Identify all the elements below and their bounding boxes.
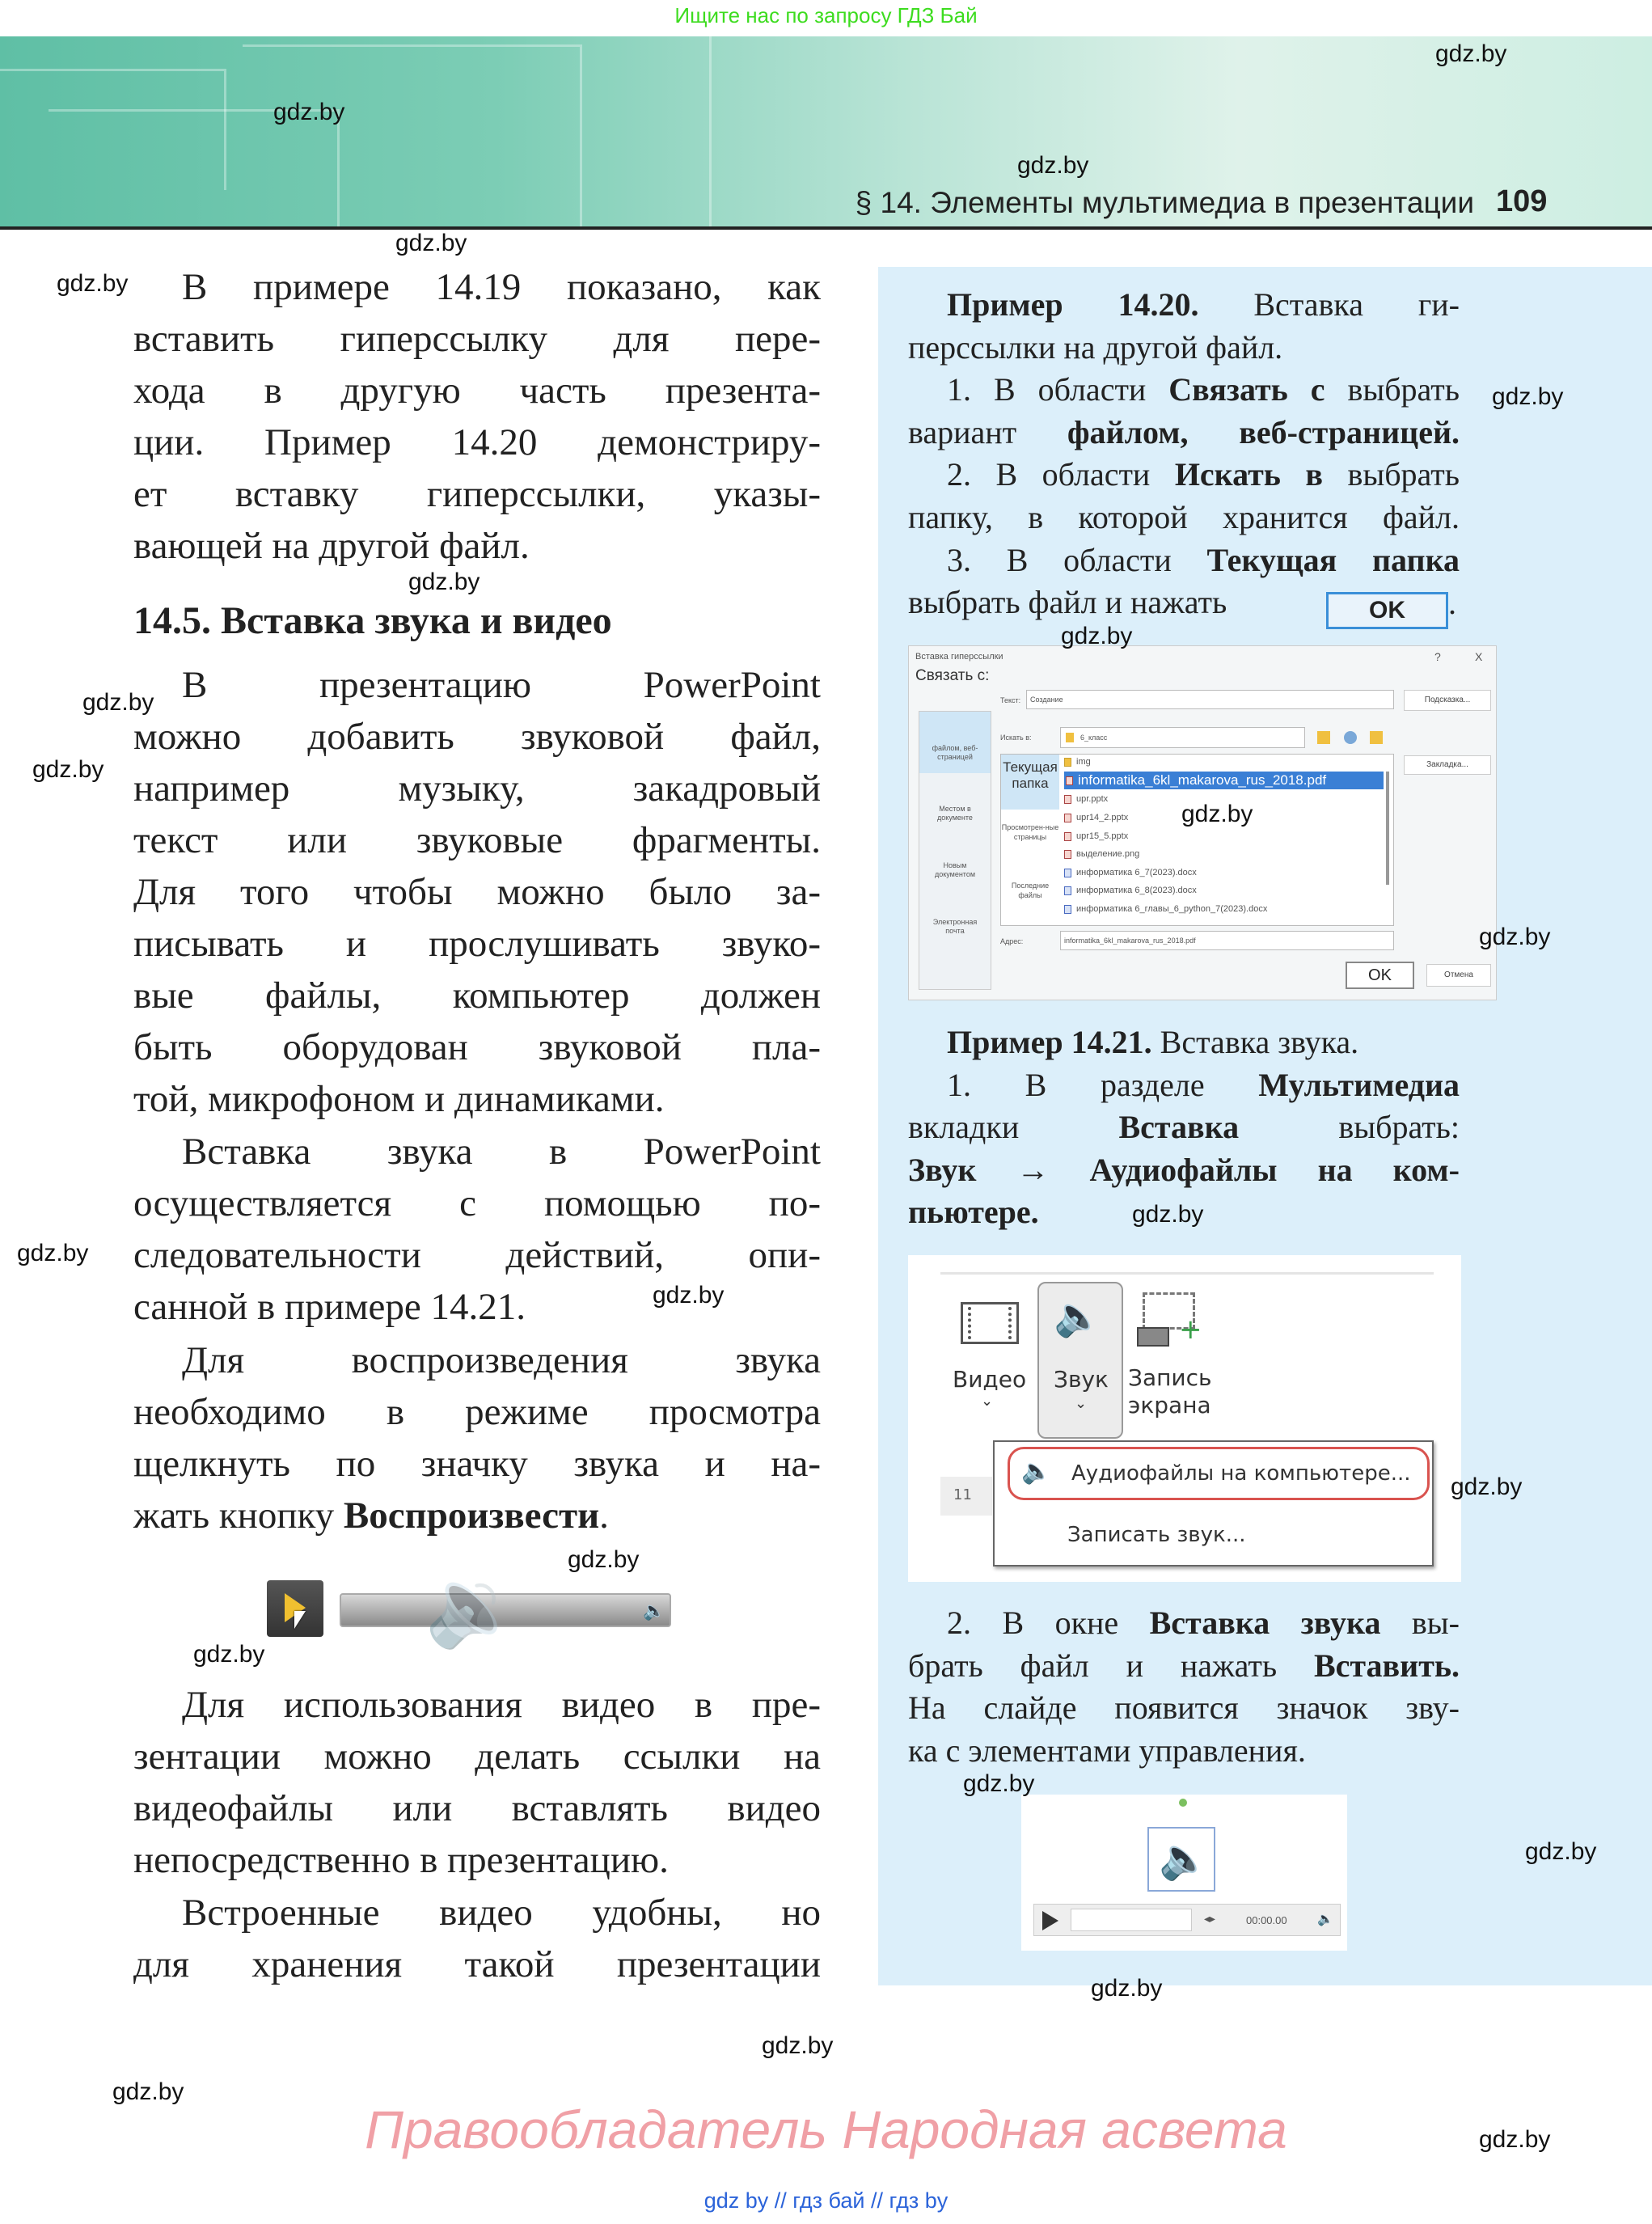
text-segment: санной в примере 14.21.: [133, 1286, 526, 1328]
text-segment: хода в другую часть презента-: [133, 370, 821, 412]
bottom-links[interactable]: gdz by // гдз бай // гдз by: [703, 2188, 949, 2213]
text-segment: ка с элементами управления.: [908, 1731, 1306, 1769]
play-button[interactable]: [267, 1580, 323, 1637]
text-segment: перссылки на другой файл.: [908, 328, 1283, 366]
play-icon[interactable]: [1042, 1911, 1058, 1930]
text-line: [908, 1021, 1460, 1064]
watermark: gdz.by: [1435, 40, 1507, 67]
file-item[interactable]: [1064, 831, 1128, 842]
text-segment: текст или звуковые фрагменты.: [133, 819, 821, 861]
speaker-icon: 🔈: [1054, 1294, 1102, 1339]
file-name: выделение.png: [1076, 849, 1140, 859]
seek-icons[interactable]: ◂▸: [1204, 1913, 1216, 1926]
watermark: gdz.by: [1479, 924, 1551, 950]
text-line: [133, 1679, 821, 1731]
sound-player-image: [263, 1561, 675, 1651]
text-segment: На слайде появится значок зву-: [908, 1689, 1460, 1727]
text-line: [133, 1386, 821, 1438]
look-in-select[interactable]: [1060, 727, 1305, 748]
file-name: upr.pptx: [1076, 794, 1109, 804]
bold-term: Мультимедиа: [1258, 1066, 1460, 1103]
paragraph-playback: [133, 1334, 821, 1541]
address-label: Адрес:: [1000, 937, 1024, 945]
text-line: [908, 1645, 1460, 1688]
bookmark-button[interactable]: Закладка...: [1404, 755, 1491, 775]
text-segment: выбрать файл и нажать: [908, 584, 1227, 621]
menu-item-record-sound[interactable]: Записать звук...: [1067, 1523, 1246, 1547]
text-line: [908, 497, 1460, 539]
watermark: gdz.by: [1061, 623, 1133, 649]
file-item[interactable]: [1064, 793, 1108, 805]
text-segment: необходимо в режиме просмотра: [133, 1391, 821, 1433]
text-line: [908, 1687, 1460, 1730]
folder-icon: [1064, 758, 1071, 767]
bold-term: Искать в: [1174, 456, 1323, 493]
nav-email-label[interactable]: Электронная почта: [932, 918, 978, 935]
text-segment: вариант: [908, 413, 1067, 450]
cursor-icon: [294, 1611, 306, 1629]
help-button[interactable]: ?: [1434, 650, 1441, 663]
file-icon: [1064, 814, 1071, 822]
text-segment: осуществляется с помощью по-: [133, 1182, 821, 1224]
address-input[interactable]: [1060, 931, 1394, 950]
text-line: [133, 1939, 821, 1990]
sound-button[interactable]: [1037, 1282, 1123, 1439]
file-name: img: [1076, 757, 1091, 767]
watermark: gdz.by: [963, 1770, 1035, 1797]
watermark: gdz.by: [395, 230, 467, 256]
text-line: [908, 1106, 1460, 1149]
watermark: gdz.by: [1017, 152, 1089, 179]
section-heading: 14.5. Вставка звука и видео: [133, 599, 612, 642]
text-segment: Вставка ги-: [1198, 286, 1460, 323]
text-segment: непосредственно в презентацию.: [133, 1839, 669, 1881]
text-line: [133, 659, 821, 711]
text-segment: Вставка звука в PowerPoint: [182, 1131, 821, 1173]
video-icon: [961, 1302, 1019, 1344]
text-segment: ции. Пример 14.20 демонстриру-: [133, 421, 821, 463]
text-segment: 3. В области: [947, 541, 1207, 578]
text-segment: зентации можно делать ссылки на: [133, 1736, 821, 1778]
look-in-label: Искать в:: [1000, 734, 1032, 742]
step-2: [908, 1602, 1460, 1772]
text-segment: щелкнуть по значку звука и на-: [133, 1443, 821, 1485]
text-line: [133, 763, 821, 814]
sound-label: Звук: [1054, 1366, 1109, 1393]
ribbon-screenshot: [908, 1255, 1461, 1582]
sound-dropdown-menu: [993, 1440, 1434, 1567]
watermark: gdz.by: [273, 99, 345, 125]
text-line: [133, 1490, 821, 1541]
text-line: [133, 711, 821, 763]
text-line: [133, 313, 821, 365]
dialog-title: Вставка гиперссылки: [915, 652, 1003, 662]
ruler-mark: 11: [953, 1486, 972, 1503]
text-line: [908, 412, 1460, 455]
text-segment: выбрать: [1322, 456, 1460, 493]
paragraph-sound: [133, 659, 821, 1125]
text-segment: В презентацию PowerPoint: [182, 664, 821, 706]
folder-up-icon[interactable]: [1317, 731, 1330, 744]
text-input[interactable]: [1026, 690, 1394, 709]
text-segment: для хранения такой презентации: [133, 1943, 821, 1985]
file-item[interactable]: [1064, 867, 1197, 878]
text-segment: можно добавить звуковой файл,: [133, 716, 821, 758]
rotate-handle[interactable]: [1179, 1799, 1187, 1807]
text-line: [908, 1064, 1460, 1107]
camera-icon: [1137, 1327, 1169, 1347]
file-name: информатика 6_7(2023).docx: [1076, 868, 1197, 877]
bold-term: Воспроизвести: [343, 1495, 600, 1537]
file-name: информатика 6_8(2023).docx: [1076, 886, 1197, 895]
folder-icon: [1066, 733, 1074, 742]
text-segment: вые файлы, компьютер должен: [133, 975, 821, 1017]
bold-term: пьютере.: [908, 1194, 1039, 1231]
watermark: gdz.by: [1091, 1975, 1163, 2002]
bold-term: Вставка звука: [1149, 1605, 1381, 1641]
bold-term: Пример 14.20.: [947, 286, 1199, 323]
text-line: [133, 1229, 821, 1281]
text-segment: В примере 14.19 показано, как: [182, 266, 821, 308]
text-line: [133, 365, 821, 416]
address-value: informatika_6kl_makarova_rus_2018.pdf: [1064, 937, 1196, 945]
text-segment: писывать и прослушивать звуко-: [133, 923, 821, 965]
text-segment: 1. В разделе: [947, 1066, 1259, 1103]
bold-term: файлом, веб-страницей.: [1067, 413, 1460, 450]
faded-speaker-icon: 🔉: [425, 1561, 522, 1651]
watermark: gdz.by: [1181, 801, 1253, 827]
text-segment: выбрать:: [1239, 1109, 1460, 1146]
text-segment: быть оборудован звуковой пла-: [133, 1026, 821, 1068]
text-segment: вкладки: [908, 1109, 1119, 1146]
file-icon: [1064, 795, 1071, 804]
speaker-icon: 🔈: [1021, 1457, 1052, 1486]
ribbon-top-line: [940, 1272, 1434, 1275]
text-segment: брать файл и нажать: [908, 1647, 1314, 1684]
text-segment: 1. В области: [947, 371, 1169, 408]
paragraph-intro: [133, 261, 821, 572]
audio-files-label: Аудиофайлы на компьютере...: [1071, 1461, 1411, 1486]
nav-file-label: файлом, веб-страницей: [932, 744, 978, 761]
volume-icon[interactable]: 🔈: [1317, 1913, 1333, 1926]
hint-button[interactable]: Подсказка...: [1404, 690, 1491, 711]
file-name: upr15_5.pptx: [1076, 831, 1129, 841]
text-segment: ет вставку гиперссылки, указы-: [133, 473, 821, 515]
watermark: gdz.by: [1525, 1838, 1597, 1865]
text-line: [908, 1149, 1460, 1192]
text-line: [133, 1178, 821, 1229]
page-number: 109: [1496, 184, 1548, 218]
text-segment: видеофайлы или вставлять видео: [133, 1787, 821, 1829]
look-in-value: 6_класс: [1080, 734, 1108, 742]
text-line: [133, 1731, 821, 1782]
file-item[interactable]: [1064, 848, 1139, 860]
text-line: [133, 1834, 821, 1886]
screen-record-label[interactable]: [1128, 1364, 1212, 1419]
nav-place-label[interactable]: Местом в документе: [937, 805, 973, 822]
text-segment: Вставка звука.: [1151, 1024, 1359, 1060]
text-line: [908, 539, 1460, 582]
text-line: [133, 1126, 821, 1178]
bold-term: Пример 14.21.: [947, 1024, 1152, 1060]
watermark: gdz.by: [1451, 1474, 1523, 1500]
top-search-note: Ищите нас по запросу ГДЗ Бай: [674, 3, 978, 27]
file-icon: [1064, 905, 1071, 914]
watermark: gdz.by: [82, 689, 154, 716]
text-segment: Для того чтобы можно было за-: [133, 871, 821, 913]
audio-control-screenshot: [1021, 1795, 1347, 1951]
paragraph-video: [133, 1679, 821, 1886]
text-segment: вставить гиперссылку для пере-: [133, 318, 821, 360]
speaker-icon: 🔈: [1159, 1835, 1210, 1882]
recent-files-tab[interactable]: Последние файлы: [1011, 882, 1050, 899]
watermark: gdz.by: [408, 569, 480, 595]
text-segment: .: [599, 1495, 609, 1537]
example-14-20: [908, 284, 1460, 624]
text-line: [908, 1602, 1460, 1645]
file-icon: [1064, 850, 1071, 859]
text-line: [133, 1021, 821, 1073]
text-segment: 2. В области: [947, 456, 1175, 493]
sound-icon-selection[interactable]: [1147, 1827, 1215, 1892]
scrollbar[interactable]: [1386, 772, 1389, 885]
file-icon: [1066, 776, 1073, 785]
chevron-down-icon: ⌄: [1075, 1395, 1088, 1412]
text-segment: следовательности действий, опи-: [133, 1234, 821, 1276]
chevron-down-icon: ⌄: [981, 1393, 994, 1410]
text-line: [133, 1073, 821, 1125]
watermark: gdz.by: [1492, 383, 1564, 410]
header-rule: [0, 226, 1652, 230]
text-line: [133, 1887, 821, 1939]
text-line: [133, 1334, 821, 1386]
speaker-icon: 🔈: [643, 1601, 665, 1621]
ok-label: OK: [1326, 592, 1448, 629]
file-icon: [1064, 886, 1071, 895]
text-line: [133, 261, 821, 313]
browse-folder-icon[interactable]: [1370, 731, 1383, 744]
file-name: informatika_6kl_makarova_rus_2018.pdf: [1078, 772, 1327, 788]
text-line: [133, 970, 821, 1021]
watermark: gdz.by: [193, 1641, 265, 1668]
watermark: gdz.by: [653, 1282, 725, 1309]
file-item[interactable]: [1064, 756, 1091, 767]
file-item[interactable]: [1064, 812, 1128, 823]
plus-icon: +: [1179, 1313, 1202, 1346]
nav-item-file-selected[interactable]: [919, 712, 991, 773]
ok-button-illustration: OK .: [1326, 584, 1456, 629]
link-type-nav: [919, 711, 991, 990]
screen-record-line2: экрана: [1128, 1392, 1211, 1419]
close-button[interactable]: X: [1475, 650, 1483, 663]
menu-item-audio-files[interactable]: [1008, 1447, 1430, 1500]
watermark: gdz.by: [1479, 2126, 1551, 2153]
web-search-icon[interactable]: [1344, 731, 1357, 744]
ok-button[interactable]: OK: [1346, 962, 1414, 989]
text-line: [133, 416, 821, 468]
file-name: информатика 6_главы_6_python_7(2023).docx: [1076, 904, 1268, 914]
text-line: [908, 1730, 1460, 1773]
file-icon: [1064, 869, 1071, 877]
text-line: [133, 814, 821, 866]
text-line: [133, 468, 821, 520]
text-line: [133, 1782, 821, 1834]
video-label[interactable]: Видео: [953, 1366, 1027, 1393]
watermark: gdz.by: [1132, 1201, 1204, 1228]
text-segment: 2. В окне: [947, 1605, 1150, 1641]
cancel-button[interactable]: Отмена: [1426, 964, 1491, 987]
file-item-selected[interactable]: [1064, 772, 1384, 789]
section-title: § 14. Элементы мультимедиа в презентации: [855, 186, 1474, 219]
link-to-label: Связать с:: [915, 667, 990, 684]
bold-term: Связать с: [1168, 371, 1325, 408]
text-segment: той, микрофоном и динамиками.: [133, 1078, 665, 1120]
watermark: gdz.by: [32, 756, 104, 783]
browsed-pages-tab[interactable]: Просмотрен-ные страницы: [1001, 823, 1059, 841]
screen-record-line1: Запись: [1128, 1364, 1212, 1391]
text-segment: Для использования видео в пре-: [182, 1684, 821, 1726]
text-segment: Встроенные видео удобны, но: [182, 1892, 821, 1934]
text-segment: выбрать: [1325, 371, 1460, 408]
watermark: gdz.by: [568, 1546, 640, 1573]
bold-term: Вставить.: [1313, 1647, 1460, 1684]
watermark: gdz.by: [57, 270, 129, 297]
watermark: gdz.by: [762, 2032, 834, 2059]
text-segment: вающей на другой файл.: [133, 525, 530, 567]
paragraph-embedded-video: [133, 1887, 821, 1990]
text-line: [133, 520, 821, 572]
progress-track[interactable]: [1071, 1909, 1192, 1931]
text-line: [133, 866, 821, 918]
text-line: [908, 369, 1460, 412]
text-line: [908, 284, 1460, 327]
bold-term: Звук → Аудиофайлы на ком-: [908, 1151, 1460, 1188]
text-label: Текст:: [1000, 696, 1021, 704]
watermark: gdz.by: [17, 1240, 89, 1266]
bold-term: Вставка: [1118, 1109, 1240, 1146]
file-icon: [1064, 832, 1071, 841]
copyright-footer: Правообладатель Народная асвета: [365, 2099, 1287, 2159]
ruler: [940, 1477, 992, 1516]
bold-term: Текущая папка: [1206, 541, 1460, 578]
text-segment: например музыку, закадровый: [133, 767, 821, 810]
file-item[interactable]: [1064, 903, 1267, 915]
text-segment: вы-: [1380, 1605, 1460, 1641]
text-line: [133, 918, 821, 970]
nav-new-doc-label[interactable]: Новым документом: [934, 861, 976, 878]
text-segment: папку, в которой хранится файл.: [908, 498, 1460, 535]
file-item[interactable]: [1064, 885, 1197, 896]
text-segment: жать кнопку: [133, 1495, 344, 1537]
text-line: [908, 327, 1460, 370]
text-line: [908, 454, 1460, 497]
text-value: Создание: [1030, 696, 1063, 704]
current-folder-label: Текущая папка: [1003, 759, 1058, 791]
playback-bar: [1033, 1904, 1341, 1936]
time-display: 00:00.00: [1246, 1914, 1287, 1926]
text-line: [133, 1438, 821, 1490]
text-segment: Для воспроизведения звука: [182, 1339, 821, 1381]
watermark: gdz.by: [112, 2078, 184, 2105]
file-name: upr14_2.pptx: [1076, 813, 1129, 822]
